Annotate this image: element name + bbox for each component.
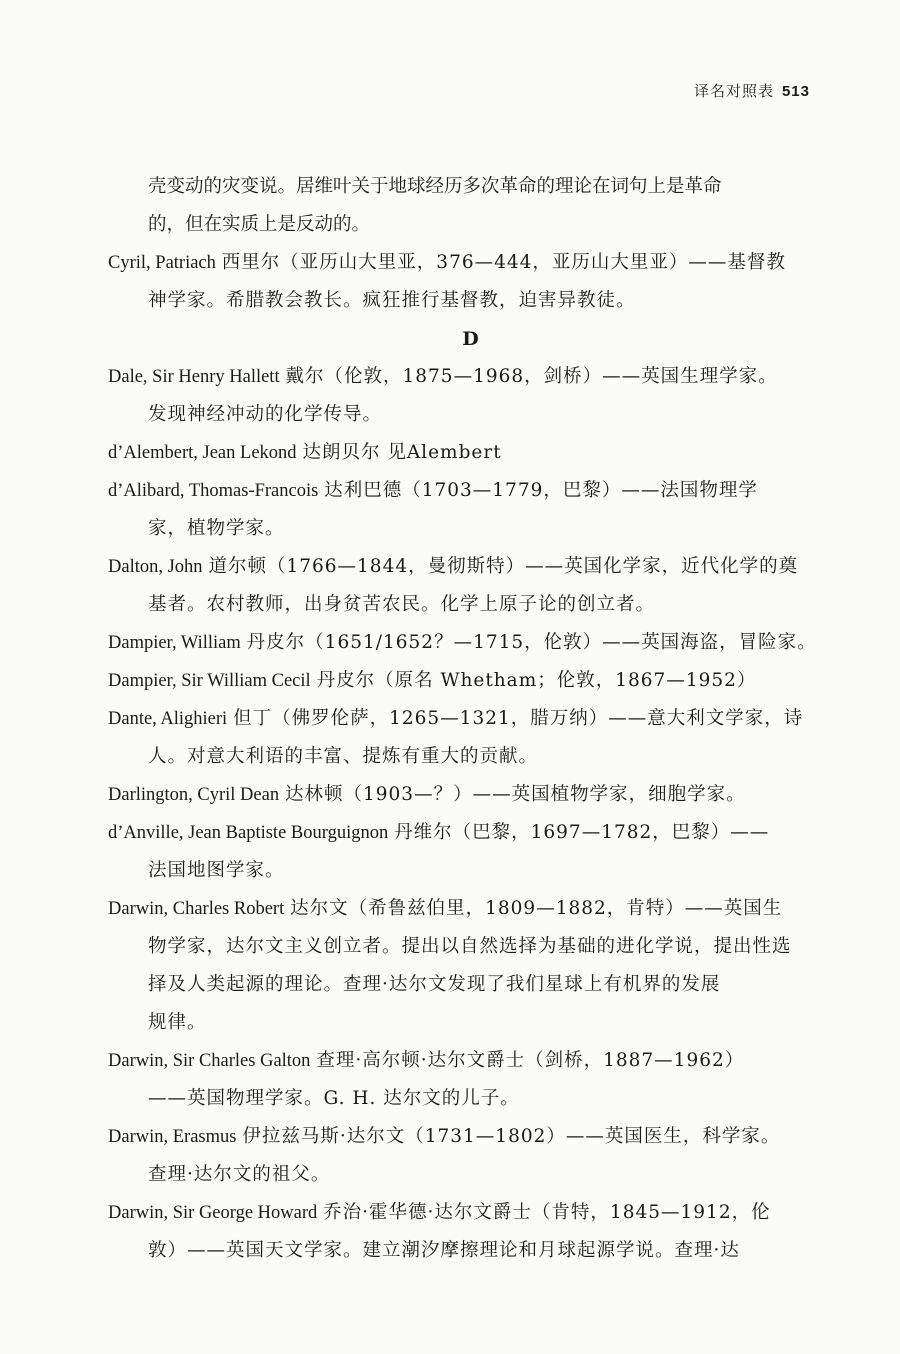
running-header [694,80,810,101]
entry-text: 达林顿（1903—？）——英国植物学家，细胞学家。 [284,784,746,805]
entry-text: 西里尔（亚历山大里亚，376—444，亚历山大里亚）——基督教 [221,252,786,273]
entry-term: Dampier, Sir William Cecil [108,671,311,691]
entry-text: 但丁（佛罗伦萨，1265—1321，腊万纳）——意大利文学家，诗 [233,708,804,729]
entry-text: 戴尔（伦敦，1875—1968，剑桥）——英国生理学家。 [285,366,778,387]
entry-term: Darwin, Charles Robert [108,899,285,919]
entry-text: 择及人类起源的理论。查理·达尔文发现了我们星球上有机界的发展 [148,974,721,995]
section-letter: D [462,328,479,350]
entry-term: Darlington, Cyril Dean [108,785,280,805]
entry-text: 丹皮尔（1651/1652？—1715，伦敦）——英国海盗，冒险家。 [246,632,817,653]
entry-term: Darwin, Sir George Howard [108,1203,318,1223]
entry-term: Darwin, Sir Charles Galton [108,1051,311,1071]
entry-text: 发现神经冲动的化学传导。 [148,404,383,425]
glossary-entry [108,358,833,434]
glossary-entry [108,244,833,320]
entry-text: ——英国物理学家。G. H. 达尔文的儿子。 [148,1088,520,1109]
entry-text: 法国地图学家。 [148,860,285,881]
entry-term: Dampier, William [108,633,241,653]
glossary-entry [108,624,833,662]
entry-text: 达尔文（希鲁兹伯里，1809—1882，肯特）——英国生 [290,898,783,919]
entry-text: 道尔顿（1766—1844，曼彻斯特）——英国化学家，近代化学的奠 [208,556,799,577]
entry-text: 查理·高尔顿·达尔文爵士（剑桥，1887—1962） [316,1050,745,1071]
entry-term: Dale, Sir Henry Hallett [108,367,280,387]
glossary-entry [108,700,833,776]
glossary-entry [108,1194,833,1270]
entry-text: 敦）——英国天文学家。建立潮汐摩擦理论和月球起源学说。查理·达 [148,1240,740,1261]
glossary-entry [108,662,833,700]
continuation-text [108,168,833,244]
glossary-entry [108,890,833,1042]
entry-text: 规律。 [148,1012,207,1033]
entry-text: 达利巴德（1703—1779，巴黎）——法国物理学 [324,480,758,501]
entry-term: Cyril, Patriach [108,253,216,273]
glossary-entry [108,472,833,548]
entry-term: Darwin, Erasmus [108,1127,237,1147]
continuation-line: 的，但在实质上是反动的。 [148,214,371,235]
glossary-body [108,168,833,1270]
header-title: 译名对照表 [693,82,774,100]
entry-text: 神学家。希腊教会教长。疯狂推行基督教，迫害异教徒。 [148,290,636,311]
entry-term: d’Alembert, Jean Lekond [108,443,297,463]
entry-text: 人。对意大利语的丰富、提炼有重大的贡献。 [148,746,539,767]
entry-text: 基者。农村教师，出身贫苦农民。化学上原子论的创立者。 [148,594,656,615]
entry-text: 丹皮尔（原名 Whetham；伦敦，1867—1952） [316,670,757,691]
entry-text: 乔治·霍华德·达尔文爵士（肯特，1845—1912，伦 [323,1202,771,1223]
entry-term: d’Alibard, Thomas-Francois [108,481,319,501]
entry-term: d’Anville, Jean Baptiste Bourguignon [108,823,389,843]
entry-text: 物学家，达尔文主义创立者。提出以自然选择为基础的进化学说，提出性选 [148,936,792,957]
glossary-entry [108,814,833,890]
entry-text: 伊拉兹马斯·达尔文（1731—1802）——英国医生，科学家。 [242,1126,781,1147]
glossary-entry [108,548,833,624]
entry-term: Dalton, John [108,557,203,577]
entry-text: 家，植物学家。 [148,518,285,539]
entry-text: 丹维尔（巴黎，1697—1782，巴黎）—— [394,822,770,843]
glossary-entry [108,776,833,814]
entry-text: 查理·达尔文的祖父。 [148,1164,331,1185]
page-number: 513 [781,83,810,100]
glossary-entry [108,434,833,472]
entry-text: 达朗贝尔 见Alembert [302,442,502,463]
entry-term: Dante, Alighieri [108,709,228,729]
glossary-entry [108,1118,833,1194]
glossary-entry [108,1042,833,1118]
continuation-line: 壳变动的灾变说。居维叶关于地球经历多次革命的理论在词句上是革命 [148,176,722,197]
